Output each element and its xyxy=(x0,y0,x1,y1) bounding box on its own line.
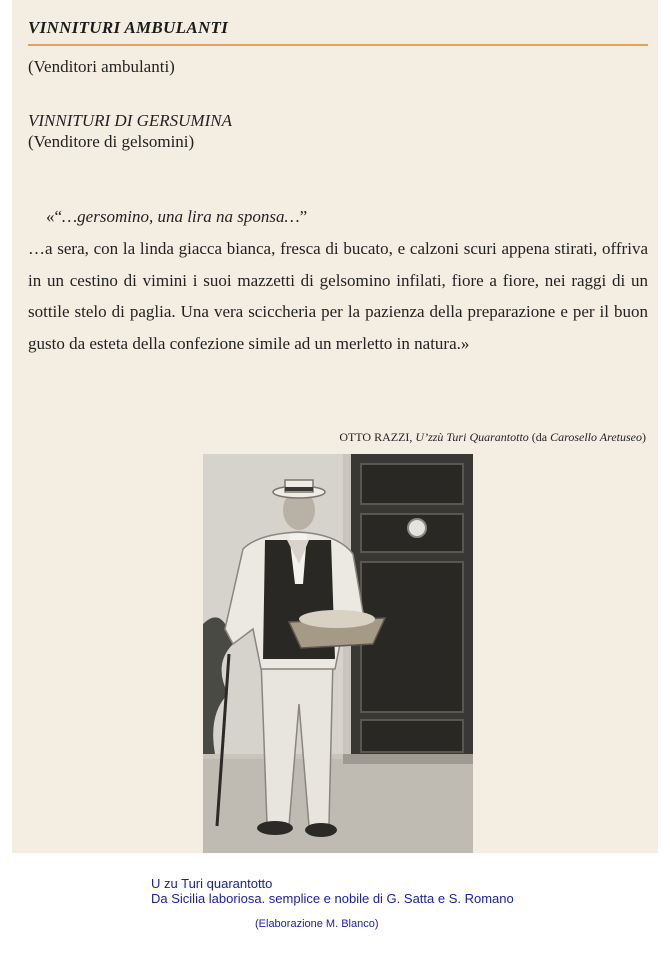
quote-body: …a sera, con la linda giacca bianca, fresca di bucato, e calzoni scuri appena stirati, offriva in un cestino di vimini i suoi mazzetti di gelsomino infilati, fiore a fiore, nei raggi di un sottile stelo di paglia. Una vera sciccheria per la pazienza della preparazione e per il buon gusto da esteta della confezione simile ad un merletto in natura.» xyxy=(28,239,648,353)
citation-work: U’zzù Turi Quarantotto xyxy=(415,430,529,444)
citation-author: OTTO RAZZI, xyxy=(339,430,413,444)
photo-caption xyxy=(151,876,514,906)
caption-line-2: Da Sicilia laboriosa. semplice e nobile di G. Satta e S. Romano xyxy=(151,891,514,906)
section-title: VINNITURI DI GERSUMINA xyxy=(28,111,232,130)
caption-credit: (Elaborazione M. Blanco) xyxy=(255,918,379,930)
street-vendor-photo xyxy=(203,454,473,853)
page-title: VINNITURI AMBULANTI xyxy=(28,18,229,37)
page-subtitle: (Venditori ambulanti) xyxy=(28,57,175,76)
title-divider xyxy=(28,44,648,46)
quote-open-mark: «“ xyxy=(46,207,63,226)
section-subtitle: (Venditore di gelsomini) xyxy=(28,132,195,151)
caption-line-1: U zu Turi quarantotto xyxy=(151,876,273,891)
quote-opening-text: …gersomino, una lira na sponsa… xyxy=(62,207,300,226)
document-page xyxy=(12,0,658,853)
quote-close-mark: ” xyxy=(299,207,308,226)
quote-opening xyxy=(46,207,307,227)
citation xyxy=(339,430,646,445)
citation-source-prefix: (da xyxy=(528,430,551,444)
citation-source: Carosello Aretuseo xyxy=(550,430,642,444)
citation-source-suffix: ) xyxy=(642,430,646,444)
